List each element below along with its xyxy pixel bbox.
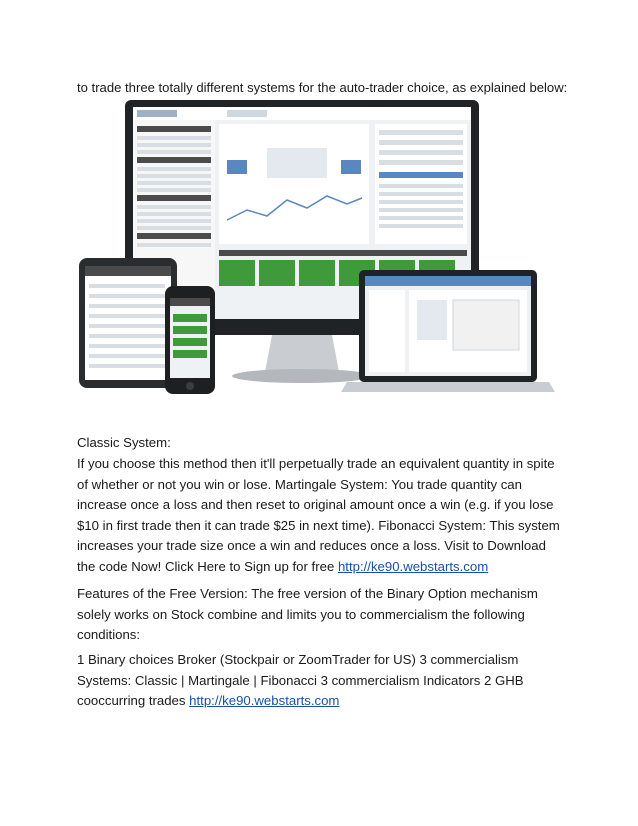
features-paragraph: Features of the Free Version: The free version of the Binary Option mechanism solely works on Stock combine and limits you to commercialism the following conditions: bbox=[77, 586, 538, 642]
website-link[interactable]: http://ke90.webstarts.com bbox=[189, 693, 340, 708]
conditions-paragraph bbox=[77, 650, 567, 712]
intro-text: to trade three totally different systems for the auto-trader choice, as explained below: bbox=[77, 80, 568, 95]
systems-paragraph bbox=[77, 454, 567, 577]
systems-text: If you choose this method then it'll perpetually trade an equivalent quantity in spite of whether or not you win or lose. Martingale System: You trade quantity can increase once a loss and then reset to original amount once a win (e.g. if you lose $10 in first trade then it can trade $25 in next time). Fibonacci System: This system increases your trade size once a win and reduces once a loss. Visit to Download the code Now! Click Here to Sign up for free bbox=[77, 456, 560, 574]
multi-device-trading-platform-icon bbox=[77, 100, 557, 405]
signup-link[interactable]: http://ke90.webstarts.com bbox=[337, 558, 489, 574]
product-image bbox=[77, 100, 557, 405]
conditions-text: 1 Binary choices Broker (Stockpair or ZoomTrader for US) 3 commercialism Systems: Classic | Martingale | Fibonacci 3 commercialism Indicators 2 GHB cooccurring trades bbox=[77, 652, 524, 708]
section-heading: Classic System: bbox=[77, 435, 171, 450]
